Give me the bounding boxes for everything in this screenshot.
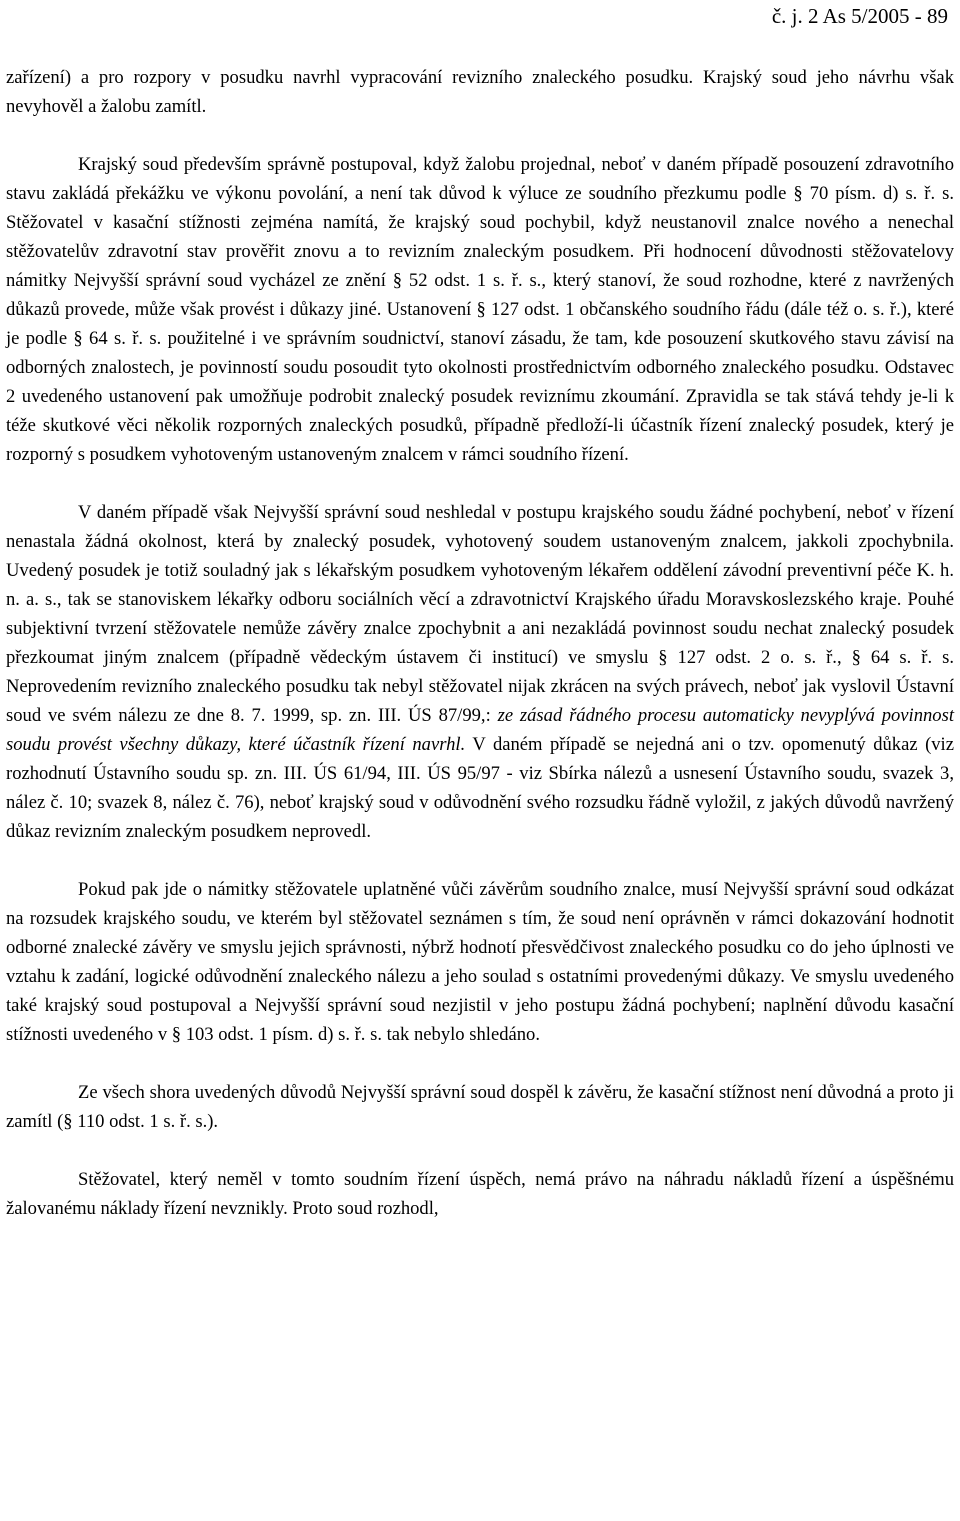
paragraph-gap (6, 846, 954, 875)
document-body (6, 63, 954, 1223)
paragraph-3 (6, 498, 954, 846)
paragraph-1: zařízení) a pro rozpory v posudku navrhl vypracování revizního znaleckého posudku. Krajský soud jeho návrhu však nevyhověl a žalobu zamítl. (6, 67, 954, 117)
paragraph-5: Ze všech shora uvedených důvodů Nejvyšší správní soud dospěl k závěru, že kasační stížnost není důvodná a proto ji zamítl (§ 110 odst. 1 s. ř. s.). (6, 1082, 954, 1132)
case-reference: č. j. 2 As 5/2005 - 89 (771, 4, 948, 28)
paragraph-3-text-before-quote: V daném případě však Nejvyšší správní soud neshledal v postupu krajského soudu žádné pochybení, neboť v řízení nenastala žádná okolnost, která by znalecký posudek, vyhotovený soudem ustanoveným znalcem, jakkoli zpochybnila. Uvedený posudek je totiž souladný jak s lékařským posudkem vyhotoveným lékařem oddělení závodní preventivní péče K. h. n. a. s., tak se stanoviskem lékařky odboru sociálních věcí a zdravotnictví Krajského úřadu Moravskoslezského kraje. Pouhé subjektivní tvrzení stěžovatele nemůže závěry znalce zpochybnit a ani nezakládá povinnost soudu nechat znalecký posudek přezkoumat jiným znalcem (případně vědeckým ústavem či institucí) ve smyslu § 127 odst. 2 o. s. ř., § 64 s. ř. s. Neprovedením revizního znaleckého posudku tak nebyl stěžovatel nijak zkrácen na svých právech, neboť jak vyslovil Ústavní soud ve svém nálezu ze dne 8. 7. 1999, sp. zn. III. ÚS 87/99,: (6, 502, 954, 726)
paragraph-6: Stěžovatel, který neměl v tomto soudním řízení úspěch, nemá právo na náhradu nákladů řízení a úspěšnému žalovanému náklady řízení nevznikly. Proto soud rozhodl, (6, 1169, 954, 1219)
paragraph-4: Pokud pak jde o námitky stěžovatele uplatněné vůči závěrům soudního znalce, musí Nejvyšší správní soud odkázat na rozsudek krajského soudu, ve kterém byl stěžovatel seznámen s tím, že soud není oprávněn v rámci dokazování hodnotit odborné znalecké závěry ve smyslu jejich správnosti, nýbrž hodnotí přesvědčivost znaleckého posudku co do jeho úplnosti ve vztahu k zadání, logické odůvodnění znaleckého nálezu a jeho soulad s ostatními provedenými důkazy. Ve smyslu uvedeného také krajský soud postupoval a Nejvyšší správní soud nezjistil v jeho postupu žádná pochybení; naplnění důvodu kasační stížnosti uvedeného v § 103 odst. 1 písm. d) s. ř. s. tak nebylo shledáno. (6, 879, 954, 1045)
paragraph-gap (6, 1136, 954, 1165)
paragraph-gap (6, 121, 954, 150)
paragraph-3-text-after-quote: V daném případě se nejedná ani o tzv. opomenutý důkaz (viz rozhodnutí Ústavního soudu sp. zn. III. ÚS 61/94, III. ÚS 95/97 - viz Sbírka nálezů a usnesení Ústavního soudu, svazek 3, nález č. 10; svazek 8, nález č. 76), neboť krajský soud v odůvodnění svého rozsudku řádně vyložil, z jakých důvodů navržený důkaz revizním znaleckým posudkem neprovedl. (6, 734, 954, 842)
paragraph-2: Krajský soud především správně postupoval, když žalobu projednal, neboť v daném případě posouzení zdravotního stavu zakládá překážku ve výkonu povolání, a není tak důvod k výluce ze soudního přezkumu podle § 70 písm. d) s. ř. s. Stěžovatel v kasační stížnosti zejména namítá, že krajský soud pochybil, když neustanovil znalce nového a nenechal stěžovatelův zdravotní stav prověřit znovu a to revizním znaleckým posudkem. Při hodnocení důvodnosti stěžovatelovy námitky Nejvyšší správní soud vycházel ze znění § 52 odst. 1 s. ř. s., který stanoví, že soud rozhodne, které z navržených důkazů provede, může však provést i důkazy jiné. Ustanovení § 127 odst. 1 občanského soudního řádu (dále též o. s. ř.), které je podle § 64 s. ř. s. použitelné i ve správním soudnictví, stanoví zásadu, že tam, kde posouzení skutkového stavu závisí na odborných znalostech, je povinností soudu posoudit tyto okolnosti prostřednictvím odborného znaleckého posudku. Odstavec 2 uvedeného ustanovení pak umožňuje podrobit znalecký posudek reviznímu zkoumání. Zpravidla se tak stává tehdy je-li k téže skutkové věci několik rozporných znaleckých posudků, případně předloží-li účastník řízení znalecký posudek, který je rozporný s posudkem vyhotoveným ustanoveným znalcem v rámci soudního řízení. (6, 154, 954, 465)
constitutional-court-quote: ze zásad řádného procesu automaticky nevyplývá povinnost soudu provést všechny důkazy, které účastník řízení navrhl. (6, 705, 955, 755)
paragraph-gap (6, 469, 954, 498)
paragraph-gap (6, 1049, 954, 1078)
